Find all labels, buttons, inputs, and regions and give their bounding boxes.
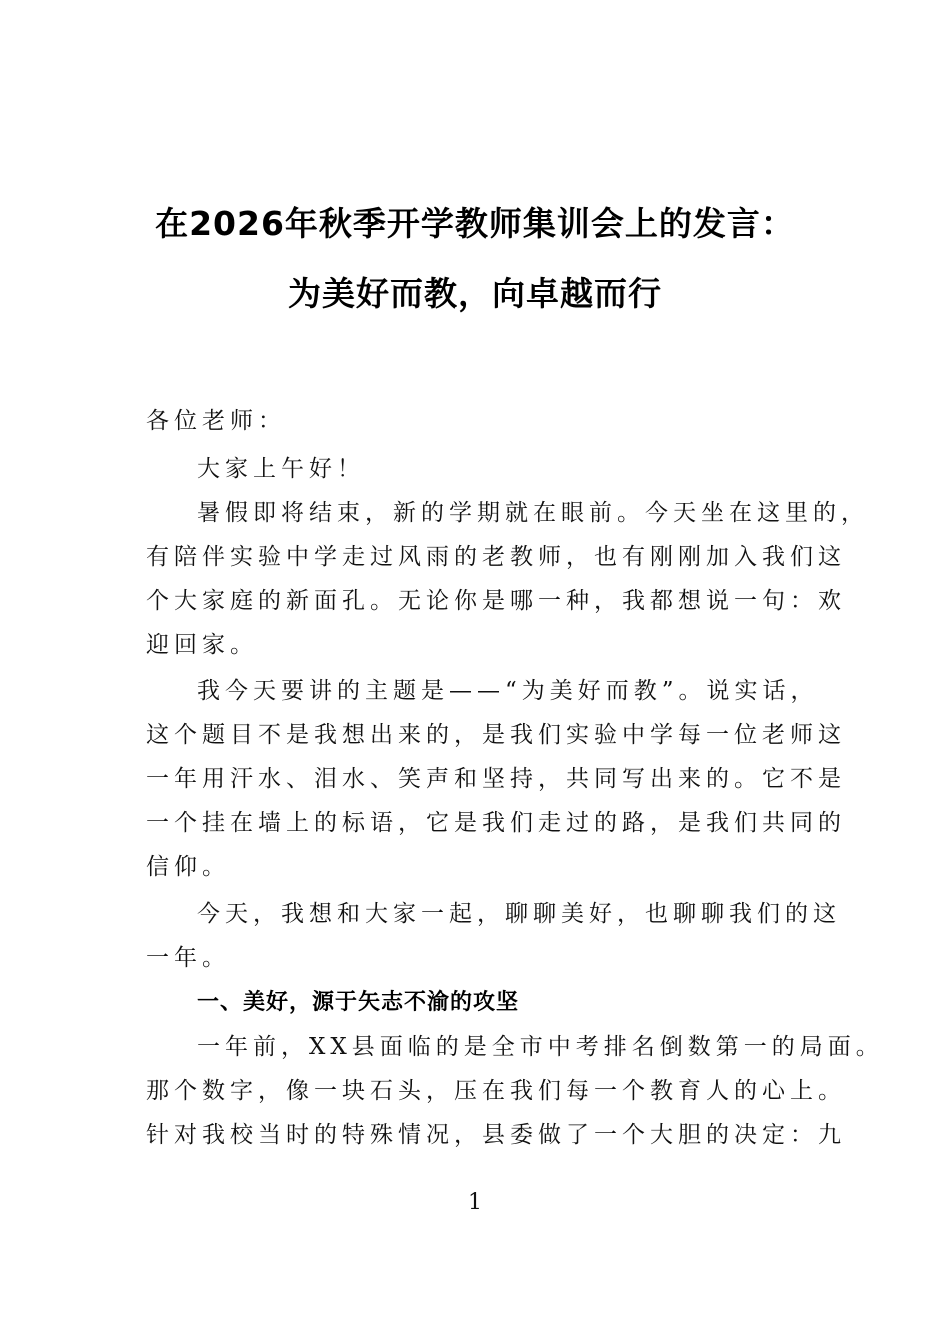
paragraph-line: 我今天要讲的主题是——“为美好而教”。说实话， bbox=[197, 678, 819, 704]
document-title-line-2: 为美好而教，向卓越而行 bbox=[288, 274, 662, 313]
greeting: 大家上午好！ bbox=[197, 456, 365, 482]
salutation: 各位老师： bbox=[146, 408, 286, 434]
paragraph-line: 这个题目不是我想出来的，是我们实验中学每一位老师这 bbox=[146, 722, 846, 748]
paragraph-line: 一年。 bbox=[146, 945, 230, 971]
paragraph-line: 针对我校当时的特殊情况，县委做了一个大胆的决定：九 bbox=[146, 1122, 846, 1148]
document-title-line-1: 在2026年秋季开学教师集训会上的发言： bbox=[155, 204, 795, 243]
paragraph-line: 个大家庭的新面孔。无论你是哪一种，我都想说一句：欢 bbox=[146, 588, 846, 614]
paragraph-line: 一个挂在墙上的标语，它是我们走过的路，是我们共同的 bbox=[146, 810, 846, 836]
paragraph-line: 信仰。 bbox=[146, 854, 230, 880]
paragraph-line: 一年前，XX县面临的是全市中考排名倒数第一的局面。 bbox=[197, 1034, 884, 1060]
paragraph-line: 今天，我想和大家一起，聊聊美好，也聊聊我们的这 bbox=[197, 901, 841, 927]
paragraph-line: 那个数字，像一块石头，压在我们每一个教育人的心上。 bbox=[146, 1078, 846, 1104]
paragraph-line: 有陪伴实验中学走过风雨的老教师，也有刚刚加入我们这 bbox=[146, 544, 846, 570]
page-number: 1 bbox=[468, 1190, 482, 1215]
paragraph-line: 暑假即将结束，新的学期就在眼前。今天坐在这里的， bbox=[197, 500, 869, 526]
paragraph-line: 迎回家。 bbox=[146, 632, 258, 658]
section-heading: 一、美好，源于矢志不渝的攻坚 bbox=[197, 990, 520, 1015]
paragraph-line: 一年用汗水、泪水、笑声和坚持，共同写出来的。它不是 bbox=[146, 766, 846, 792]
